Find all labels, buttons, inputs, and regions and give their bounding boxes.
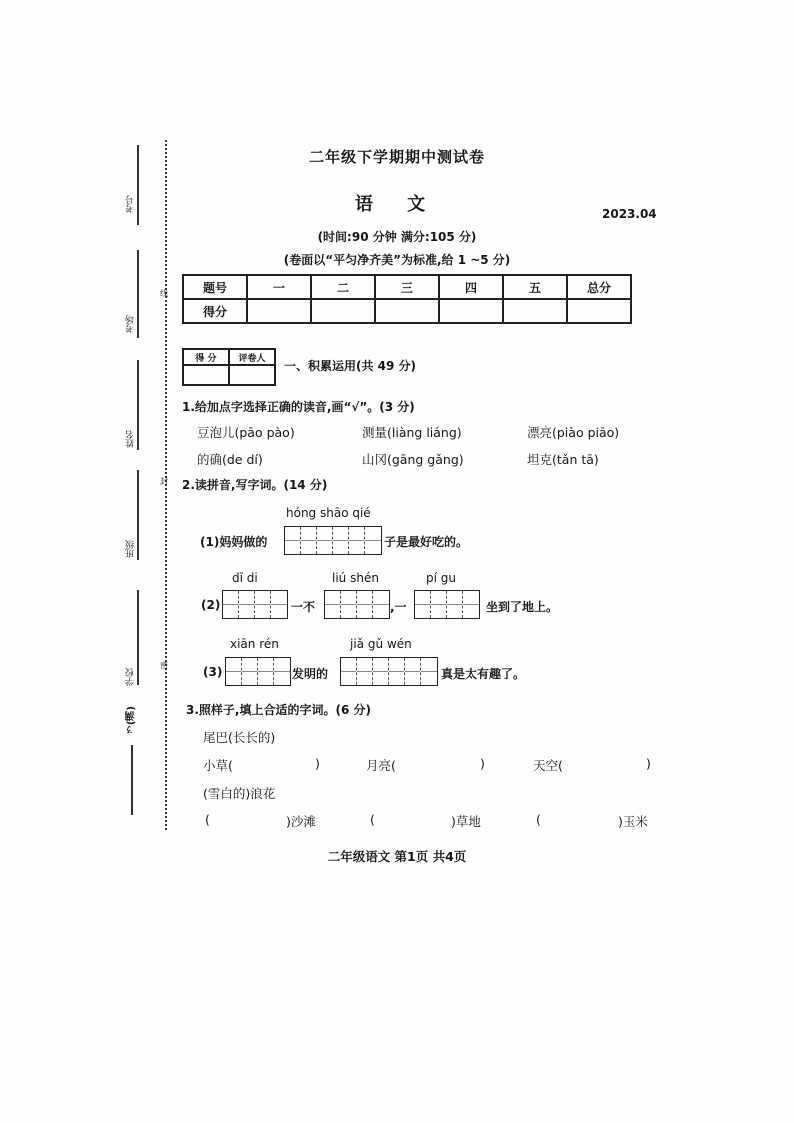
q3-example-1: 尾巴(长长的): [203, 730, 276, 745]
score-cell[interactable]: [503, 299, 567, 323]
score-table-header-row: [183, 275, 631, 299]
score-header-cell: 五: [503, 275, 567, 299]
score-cell[interactable]: [375, 299, 439, 323]
q2-s2-mid2: ,一: [390, 600, 407, 614]
q3-blank-close: ): [646, 756, 651, 771]
q3-blank-open: (: [370, 812, 375, 827]
scribble-line: [131, 745, 133, 815]
binding-char-secret: 密: [160, 661, 168, 670]
class-line: [137, 470, 139, 560]
q3-blank-input[interactable]: [404, 757, 476, 773]
writing-grid-2[interactable]: [222, 590, 288, 619]
writing-grid-2[interactable]: [324, 590, 390, 619]
score-cell[interactable]: [247, 299, 311, 323]
grader-box: [182, 348, 276, 386]
score-header-cell: 三: [375, 275, 439, 299]
name-line: [137, 360, 139, 450]
q2-s1-after: 子是最好吃的。: [384, 535, 469, 549]
score-header-cell: 总分: [567, 275, 631, 299]
pinyin-jiaguwen: jiǎ gǔ wén: [350, 637, 412, 651]
binding-char-line: 线: [160, 289, 168, 298]
q3-blank-input[interactable]: [379, 813, 449, 829]
q1-option[interactable]: 测量(liàng liáng): [362, 425, 462, 440]
pinyin-didi: dī di: [232, 571, 258, 585]
grader-name-label: 评卷人: [229, 349, 275, 365]
q1-option[interactable]: 的确(de dí): [197, 452, 263, 467]
q2-s3-mid: 发明的: [292, 667, 329, 681]
score-cell[interactable]: [439, 299, 503, 323]
q1-option[interactable]: 山冈(gāng gǎng): [362, 452, 464, 467]
class-label: 班级: [126, 540, 136, 558]
question-2-prompt: 2.读拼音,写字词。(14 分): [182, 478, 328, 492]
q3-blank-noun: )玉米: [618, 814, 648, 829]
handwritten-scribble: ㄋ(满): [126, 706, 137, 736]
name-label: 姓名: [126, 430, 136, 448]
question-3-prompt: 3.照样子,填上合适的字词。(6 分): [186, 703, 371, 717]
pinyin-liushen: liú shén: [332, 571, 379, 585]
writing-grid-2[interactable]: [225, 657, 291, 686]
q3-blank-label: 月亮(: [366, 758, 396, 773]
school-label: 学校: [126, 668, 136, 686]
q2-s2-mid1: 一不: [291, 600, 316, 614]
subject-title: 语 文: [354, 194, 440, 215]
q3-blank-input[interactable]: [545, 813, 615, 829]
grader-score-label: 得 分: [183, 349, 229, 365]
score-cell[interactable]: [311, 299, 375, 323]
writing-grid-2[interactable]: [414, 590, 480, 619]
pinyin-hongshaoqie: hóng shāo qié: [286, 506, 371, 520]
q3-blank-open: (: [536, 812, 541, 827]
score-header-cell: 一: [247, 275, 311, 299]
binding-char-seal: 封: [160, 477, 168, 486]
q3-blank-open: (: [205, 812, 210, 827]
q3-blank-input[interactable]: [571, 757, 643, 773]
q3-blank-label: 小草(: [203, 758, 233, 773]
section-1-title: 一、积累运用(共 49 分): [284, 359, 417, 373]
q1-option[interactable]: 漂亮(piào piāo): [527, 425, 620, 440]
q1-option[interactable]: 豆泡儿(pāo pào): [197, 425, 295, 440]
q2-s3-label: (3): [203, 665, 223, 679]
q2-s3-after: 真是太有趣了。: [441, 667, 526, 681]
score-header-cell: 二: [311, 275, 375, 299]
score-row-label: 得分: [183, 299, 247, 323]
q3-example-2: (雪白的)浪花: [203, 786, 276, 801]
q2-s2-after: 坐到了地上。: [486, 600, 559, 614]
exam-date: 2023.04: [602, 207, 657, 221]
score-header-cell: 题号: [183, 275, 247, 299]
q3-blank-input[interactable]: [214, 813, 284, 829]
exam-number-label: 考号: [126, 195, 136, 213]
pinyin-pigu: pí gu: [426, 571, 456, 585]
time-score-info: (时间:90 分钟 满分:105 分): [317, 230, 477, 244]
q3-blank-noun: )草地: [451, 814, 481, 829]
q3-blank-label: 天空(: [533, 758, 563, 773]
score-table-score-row: [183, 299, 631, 323]
neatness-note: (卷面以“平匀净齐美”为标准,给 1 ~5 分): [283, 253, 511, 267]
score-cell[interactable]: [567, 299, 631, 323]
q3-blank-close: ): [315, 756, 320, 771]
q1-option[interactable]: 坦克(tǎn tā): [527, 452, 599, 467]
exam-room-label: 考场: [126, 315, 136, 333]
writing-grid-3[interactable]: [340, 657, 438, 686]
q3-blank-close: ): [480, 756, 485, 771]
pinyin-xianren: xiān rén: [230, 637, 279, 651]
score-table: [182, 274, 632, 324]
grader-name-cell[interactable]: [229, 365, 275, 385]
school-line: [137, 590, 139, 685]
score-header-cell: 四: [439, 275, 503, 299]
q3-blank-input[interactable]: [240, 757, 312, 773]
exam-title: 二年级下学期期中测试卷: [308, 148, 485, 166]
q3-blank-noun: )沙滩: [286, 814, 316, 829]
q2-s1-before: (1)妈妈做的: [200, 535, 268, 549]
question-1-prompt: 1.给加点字选择正确的读音,画“√”。(3 分): [182, 400, 415, 414]
writing-grid-3[interactable]: [284, 526, 382, 555]
grader-score-cell[interactable]: [183, 365, 229, 385]
q2-s2-label: (2): [201, 598, 221, 612]
page-footer: 二年级语文 第1页 共4页: [327, 849, 467, 864]
